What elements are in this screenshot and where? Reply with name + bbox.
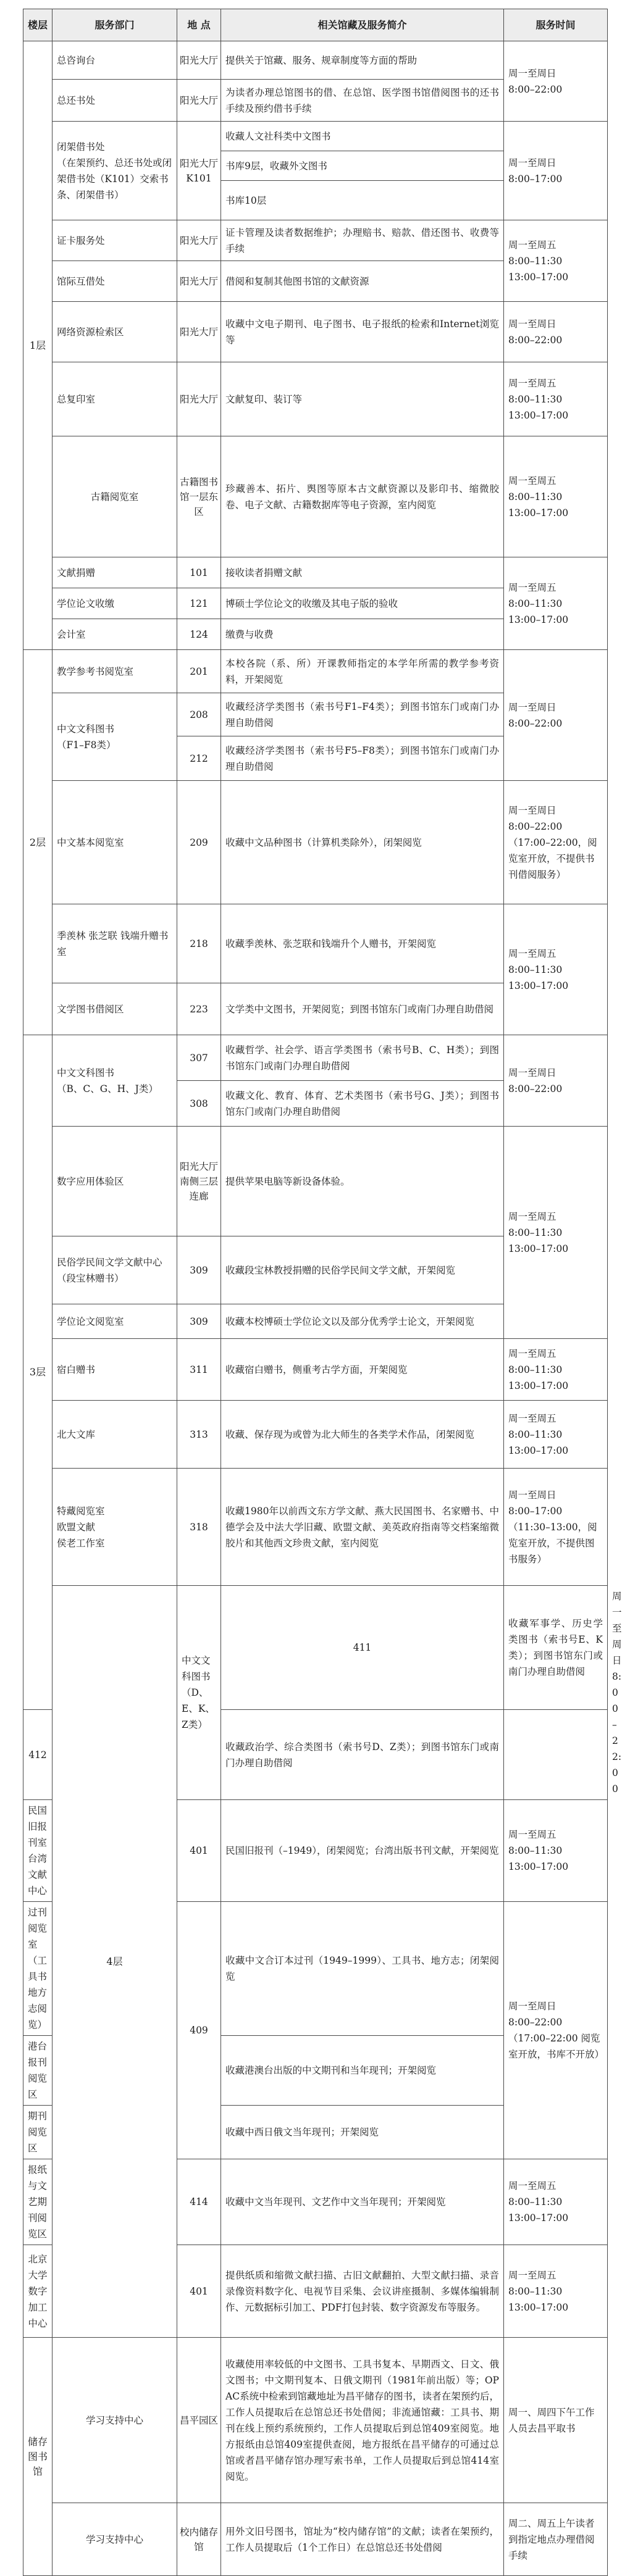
table-row <box>23 904 608 983</box>
dept-cell: 馆际互借处 <box>52 261 177 302</box>
description-cell: 文学类中文图书，开架阅览；到图书馆东门或南门办理自助借阅 <box>221 983 504 1035</box>
description-cell: 收藏人文社科类中文图书 <box>221 122 504 151</box>
location-cell: 阳光大厅南侧三层连廊 <box>177 1127 221 1236</box>
hours-cell: 周一至周日 8:00–22:00 <box>504 302 608 362</box>
hours-cell: 周一至周日 8:00–22:00 <box>504 650 608 781</box>
header-hours: 服务时间 <box>504 9 608 41</box>
location-cell: 阳光大厅 <box>177 302 221 362</box>
description-cell: 收藏中文电子期刊、电子图书、电子报纸的检索和Internet浏览等 <box>221 302 504 362</box>
dept-cell: 闭架借书处 （在架预约、总还书处或闭架借书处（K101）交索书条、闭架借书） <box>52 122 177 220</box>
location-cell: 309 <box>177 1236 221 1304</box>
hours-cell: 周一至周五 8:00–11:30 13:00–17:00 <box>504 1401 608 1469</box>
table-row <box>23 362 608 436</box>
header-description: 相关馆藏及服务简介 <box>221 9 504 41</box>
description-cell: 接收读者捐赠文献 <box>221 557 504 588</box>
location-cell: 209 <box>177 781 221 904</box>
location-cell: 311 <box>177 1339 221 1401</box>
location-cell: 阳光大厅K101 <box>177 122 221 220</box>
header-row <box>23 9 608 41</box>
dept-cell: 学位论文阅览室 <box>52 1304 177 1339</box>
floor-cell-storage: 储存图书馆 <box>23 2338 52 2576</box>
description-cell: 收藏1980年以前西文东方学文献、燕大民国图书、名家赠书、中德学会及中法大学旧藏、欧盟文献、美英政府指南等交档案缩微胶片和其他西文珍贵文献，室内阅览 <box>221 1469 504 1586</box>
hours-cell: 周一至周日 8:00–17:00 <box>504 122 608 220</box>
description-cell: 收藏使用率较低的中文图书、工具书复本、早期西文、日文、俄文图书；中文期刊复本、日俄文期刊（1981年前出版）等；OPAC系统中检索到馆藏地址为昌平储存的图书，读者在架预约后，工作人员提取后在总馆总还书处借阅；非流通馆藏：工具书、期刊在线上预约系统预约，工作人员提取后到总馆409室阅览。地方报纸由总馆409室提供查阅，地方报纸在昌平储存的可通过总馆或者昌平储存馆办理写索书单，工作人员提取后到总馆414室阅览。 <box>221 2338 504 2503</box>
dept-cell: 总咨询台 <box>52 41 177 80</box>
location-cell: 201 <box>177 650 221 693</box>
description-cell: 本校各院（系、所）开课教师指定的本学年所需的教学参考资料，开架阅览 <box>221 650 504 693</box>
dept-cell: 教学参考书阅览室 <box>52 650 177 693</box>
description-cell: 收藏经济学类图书（索书号F5–F8类）；到图书馆东门或南门办理自助借阅 <box>221 736 504 781</box>
description-cell: 收藏港澳台出版的中文期刊和当年现刊；开架阅览 <box>221 2036 504 2106</box>
description-cell: 收藏中文品种图书（计算机类除外），闭架阅览 <box>221 781 504 904</box>
location-cell: 412 <box>23 1710 52 1800</box>
table-row <box>23 2503 608 2576</box>
header-location: 地 点 <box>177 9 221 41</box>
description-cell: 民国旧报刊（–1949），闭架阅览；台湾出版书刊文献，开架阅览 <box>221 1800 504 1902</box>
table-row <box>23 1401 608 1469</box>
dept-cell: 期刊阅览区 <box>23 2106 52 2159</box>
table-row <box>23 2338 608 2503</box>
location-cell: 223 <box>177 983 221 1035</box>
location-cell: 318 <box>177 1469 221 1586</box>
location-cell: 313 <box>177 1401 221 1469</box>
table-row <box>23 122 608 151</box>
description-cell: 文献复印、装订等 <box>221 362 504 436</box>
description-cell: 借阅和复制其他图书馆的文献资源 <box>221 261 504 302</box>
floor-cell-4: 4层 <box>52 1586 177 2338</box>
location-cell: 古籍图书馆一层东区 <box>177 436 221 557</box>
description-cell: 珍藏善本、拓片、舆图等原本古文献资源以及影印书、缩微胶卷、电子文献、古籍数据库等电子资源，室内阅览 <box>221 436 504 557</box>
location-cell: 阳光大厅 <box>177 220 221 261</box>
hours-cell: 周一至周五 8:00–11:30 13:00–17:00 <box>504 557 608 650</box>
dept-cell: 民俗学民间文学文献中心（段宝林赠书） <box>52 1236 177 1304</box>
floor-cell-3: 3层 <box>23 1035 52 1710</box>
table-row <box>23 41 608 80</box>
dept-cell: 学习支持中心 <box>52 2338 177 2503</box>
service-table <box>23 9 622 2576</box>
location-cell: 212 <box>177 736 221 781</box>
table-row <box>23 1339 608 1401</box>
location-cell: 218 <box>177 904 221 983</box>
hours-cell: 周一至周日 8:00–17:00 （11:30–13:00，阅览室开放，不提供图书服务） <box>504 1469 608 1586</box>
description-cell: 收藏宿白赠书，侧重考古学方面，开架阅览 <box>221 1339 504 1401</box>
dept-cell: 季羡林 张芝联 钱端升赠书室 <box>52 904 177 983</box>
header-dept: 服务部门 <box>52 9 177 41</box>
header-floor: 楼层 <box>23 9 52 41</box>
location-cell: 309 <box>177 1304 221 1339</box>
description-cell: 收藏经济学类图书（索书号F1–F4类）；到图书馆东门或南门办理自助借阅 <box>221 693 504 736</box>
description-cell: 收藏政治学、综合类图书（索书号D、Z类）；到图书馆东门或南门办理自助借阅 <box>221 1710 504 1800</box>
table-row <box>23 302 608 362</box>
hours-cell: 周一至周五 8:00–11:30 13:00–17:00 <box>504 436 608 557</box>
description-cell: 收藏中文当年现刊、文艺作中文当年现刊；开架阅览 <box>221 2159 504 2245</box>
dept-cell: 网络资源检索区 <box>52 302 177 362</box>
description-cell: 博硕士学位论文的收缴及其电子版的验收 <box>221 588 504 619</box>
hours-cell: 周一至周五 8:00–11:30 13:00–17:00 <box>504 2245 608 2338</box>
description-cell: 为读者办理总馆图书的借、在总馆、医学图书馆借阅图书的还书手续及预约借书手续 <box>221 80 504 122</box>
description-cell: 用外文旧号图书，馆址为“校内储存馆”的文献；读者在架预约，工作人员提取后（1个工作日）在总馆总还书处借阅 <box>221 2503 504 2576</box>
dept-cell: 证卡服务处 <box>52 220 177 261</box>
hours-cell: 周一、周四下午工作人员去昌平取书 <box>504 2338 608 2503</box>
hours-cell: 周一至周五 8:00–11:30 13:00–17:00 <box>504 362 608 436</box>
location-cell: 校内储存馆 <box>177 2503 221 2576</box>
description-cell: 书库9层，收藏外文图书 <box>221 151 504 181</box>
description-cell: 收藏季羡林、张芝联和钱端升个人赠书，开架阅览 <box>221 904 504 983</box>
table-row <box>23 781 608 904</box>
dept-cell: 数字应用体验区 <box>52 1127 177 1236</box>
hours-cell: 周一至周日 8:00–22:00 <box>504 1035 608 1127</box>
dept-cell: 文献捐赠 <box>52 557 177 588</box>
location-cell: 401 <box>177 2245 221 2338</box>
hours-cell: 周一至周日 8:00–22:00 （17:00–22:00 阅览室开放，书库不开放） <box>504 1902 608 2159</box>
location-cell: 409 <box>177 1902 221 2159</box>
location-cell: 414 <box>177 2159 221 2245</box>
dept-cell: 中文文科图书 （F1–F8类） <box>52 693 177 781</box>
dept-cell: 学位论文收缴 <box>52 588 177 619</box>
dept-cell: 会计室 <box>52 619 177 650</box>
dept-cell: 中文基本阅览室 <box>52 781 177 904</box>
service-table-container <box>23 9 622 2561</box>
description-cell: 收藏中文合订本过刊（1949–1999）、工具书、地方志；闭架阅览 <box>221 1902 504 2036</box>
description-cell: 提供关于馆藏、服务、规章制度等方面的帮助 <box>221 41 504 80</box>
dept-cell: 文学图书借阅区 <box>52 983 177 1035</box>
hours-cell: 周一至周五 8:00–11:30 13:00–17:00 <box>504 2159 608 2245</box>
location-cell: 121 <box>177 588 221 619</box>
location-cell: 411 <box>221 1586 504 1710</box>
hours-cell: 周一至周五 8:00–11:30 13:00–17:00 <box>504 904 608 1035</box>
floor-cell-1: 1层 <box>23 41 52 650</box>
description-cell: 提供苹果电脑等新设备体验。 <box>221 1127 504 1236</box>
description-cell: 收藏本校博硕士学位论文以及部分优秀学士论文，开架阅览 <box>221 1304 504 1339</box>
dept-cell: 总复印室 <box>52 362 177 436</box>
dept-cell: 总还书处 <box>52 80 177 122</box>
dept-cell: 古籍阅览室 <box>52 436 177 557</box>
table-row: 4层 中文文科图书 （D、E、K、Z类） 411 收藏军事学、历史学类图书（索书号E、K类）；到图书馆东门或南门办理自助借阅 周一至周日 8:00–22:00 <box>23 1586 608 1710</box>
location-cell: 208 <box>177 693 221 736</box>
dept-cell: 特藏阅览室 欧盟文献 侯老工作室 <box>52 1469 177 1586</box>
table-row <box>23 1469 608 1586</box>
location-cell: 阳光大厅 <box>177 362 221 436</box>
location-cell: 阳光大厅 <box>177 41 221 80</box>
table-row <box>23 557 608 588</box>
dept-cell: 宿白赠书 <box>52 1339 177 1401</box>
dept-cell: 北大文库 <box>52 1401 177 1469</box>
description-cell: 收藏、保存现为或曾为北大师生的各类学术作品，闭架阅览 <box>221 1401 504 1469</box>
description-cell: 收藏段宝林教授捐赠的民俗学民间文学文献，开架阅览 <box>221 1236 504 1304</box>
table-row <box>23 220 608 261</box>
dept-cell: 报纸与文艺期刊阅览区 <box>23 2159 52 2245</box>
hours-cell: 周一至周五 8:00–11:30 13:00–17:00 <box>504 220 608 302</box>
hours-cell: 周一至周日 8:00–22:00 （17:00–22:00，阅览室开放，不提供书刊借阅服务） <box>504 781 608 904</box>
table-row <box>23 1127 608 1236</box>
description-cell: 收藏中西日俄文当年现刊；开架阅览 <box>221 2106 504 2159</box>
table-row <box>23 436 608 557</box>
description-cell: 书库10层 <box>221 181 504 220</box>
floor-cell-2: 2层 <box>23 650 52 1035</box>
dept-cell: 过刊阅览室 （工具书地方志阅览） <box>23 1902 52 2036</box>
location-cell: 阳光大厅 <box>177 80 221 122</box>
location-cell: 401 <box>177 1800 221 1902</box>
location-cell: 101 <box>177 557 221 588</box>
dept-cell: 中文文科图书 （B、C、G、H、J类） <box>52 1035 177 1127</box>
dept-cell: 民国旧报刊室 台湾文献中心 <box>23 1800 52 1902</box>
location-cell: 昌平园区 <box>177 2338 221 2503</box>
location-cell: 124 <box>177 619 221 650</box>
hours-cell: 周一至周日 8:00–22:00 <box>504 41 608 122</box>
location-cell: 308 <box>177 1081 221 1127</box>
hours-cell: 周一至周五 8:00–11:30 13:00–17:00 <box>504 1339 608 1401</box>
dept-cell: 北京大学数字加工中心 <box>23 2245 52 2338</box>
dept-cell: 学习支持中心 <box>52 2503 177 2576</box>
description-cell: 收藏哲学、社会学、语言学类图书（索书号B、C、H类）；到图书馆东门或南门办理自助借阅 <box>221 1035 504 1081</box>
dept-cell: 中文文科图书 （D、E、K、Z类） <box>177 1586 221 1800</box>
location-cell: 阳光大厅 <box>177 261 221 302</box>
hours-cell: 周一至周五 8:00–11:30 13:00–17:00 <box>504 1127 608 1339</box>
table-row <box>23 1035 608 1081</box>
dept-cell: 港台报刊阅览区 <box>23 2036 52 2106</box>
description-cell: 收藏文化、教育、体育、艺术类图书（索书号G、J类）；到图书馆东门或南门办理自助借阅 <box>221 1081 504 1127</box>
table-row <box>23 650 608 693</box>
location-cell: 307 <box>177 1035 221 1081</box>
description-cell: 缴费与收费 <box>221 619 504 650</box>
description-cell: 证卡管理及读者数据维护；办理赔书、赔款、借还图书、收费等手续 <box>221 220 504 261</box>
hours-cell: 周二、周五上午读者到指定地点办理借阅手续 <box>504 2503 608 2576</box>
hours-cell: 周一至周五 8:00–11:30 13:00–17:00 <box>504 1800 608 1902</box>
description-cell: 提供纸质和缩微文献扫描、古旧文献翻拍、大型文献扫描、录音录像资料数字化、电视节目采集、会议讲座摄制、多媒体编辑制作、元数据标引加工、PDF打包封装、数字资源发布等服务。 <box>221 2245 504 2338</box>
description-cell: 收藏军事学、历史学类图书（索书号E、K类）；到图书馆东门或南门办理自助借阅 <box>504 1586 608 1710</box>
